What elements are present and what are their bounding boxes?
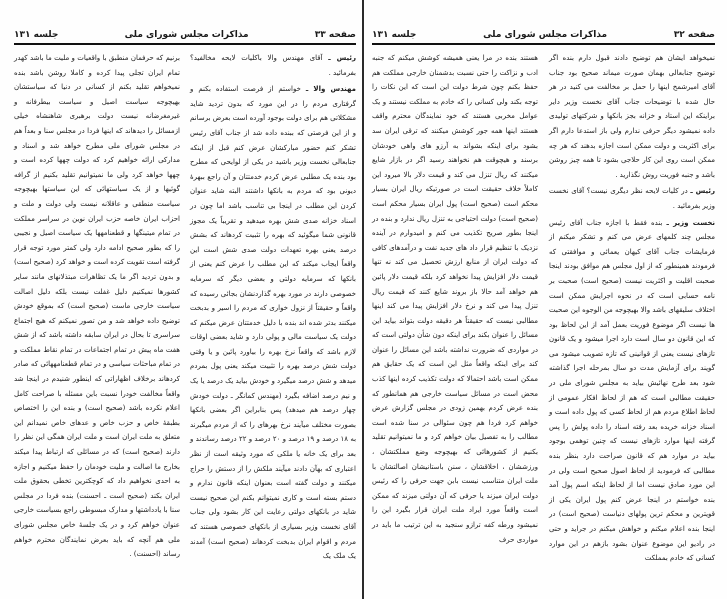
running-head	[14, 30, 356, 45]
publication-title: مذاکرات مجلس شورای ملی	[483, 30, 608, 40]
publication-title: مذاکرات مجلس شورای ملی	[124, 30, 249, 40]
right-page	[364, 0, 727, 599]
left-page	[0, 0, 362, 599]
text-columns	[372, 51, 715, 566]
text-columns	[14, 51, 356, 564]
text-column-right	[549, 51, 715, 566]
paragraph-text: خواستم از فرصت استفاده بکنم و گرفتاری مردم را در این مورد که بدون تردید شاید مشکلاتی هم برای دولت بوجود آورده است بعرض برسانم و از این فرصتی که ببنده داده شد از جناب آقای رئیس تشکر کنم حضور مبارکشان عرض کنم قبل از اینکه جنابعالی نخست وزیر باشید در یکی از لوایحی که مطرح بود بنده یک مطلبی عرض کردم خدمتتان و آن راجع ببهرهٔ دیونی بود که مردم به بانکها داشتند البته شاید عنوان کردن این مطلب در اینجا بی تناسب باشد اما چون در اسناد خزانه صدی شش بهره میدهید و تقریباً یک مجوز قانونی شما میگوئید که بهره را تثبیت کردهاند که بشش درصد یعنی بهره تعهدات دولت صدی شش است این واقعاً ایجاب میکند که این مطلب را عرض کنم یعنی از بانکها که سرمایه دولتی و بعضی دیگر که سرمایه خصوصی دارند در مورد بهره گذاردنشان بجائی رسیده که واقعاً و حقیقتاً از نزول خواری که مردم را اسیر و بدبخت میکنند بدتر شده اند بنده با دلیل خدمتتان عرض میکنم که دولت یک سیاست مالی و پولی دارد و شاید بعضی اوقات لازم باشد که واقعاً نرخ بهره را بیاورد پائین و یا وقتی دولت شش درصد بهره را تثبیت میکند یعنی پول بمردم میدهد و شش درصد میگیرد و خودش بیاید یک درصد یا یک و نیم درصد اضافه بگیرد (مهندس کمانگر ـ دولت خودش چهار درصد هم میدهد) پس بنابراین اگر بعضی بانکها بصورت مختلف میآیند نرخ بهرهای را که از مردم میگیرند به ۱۸ درصد و ۱۹ درصد و ۲۰ درصد و ۲۲ درصد رساندند و بعد برای یک خانه یا ملکی که مورد وثیقه است از نظر اعتباری که بهآن دادند میآیند ملکش را از دستش را حراج میکنند و دولت گفته است بعنوان اینکه قانون ندارم و دستم بسته است و کاری نمیتوانم بکنم این صحیح نیست شاید در بانکهای دولتی رعایت این کار بشود ولی جناب آقای نخست وزیر بسیاری از بانکهای خصوصی هستند که مردم و اقوام ایران بدبخت کردهاند (صحیح است) آمدند یک ملک یک	[190, 85, 357, 561]
paragraph	[549, 184, 715, 213]
paragraph	[372, 51, 538, 547]
speaker-name: رئیس ـ	[690, 187, 715, 196]
paragraph-text: بنده فقط با اجازه جناب آقای رئیس مجلس چند کلمهای عرض می کنم و تشکر میکنم از فرمایشات جناب آقای کیهان یعمائی و موافقتی که فرمودند همینطور که از اول مجلس هم موافق بودند اینجا صحبت اقلیت و اکثریت نیست (صحیح است) صحبت بر نامه حسابی است که در نحوه اجرایش ممکن است اختلاف سلیقهای باشد والا بهیچوجه من الوجوه این صحبت ها نیست اگر موضوع فوریت بعمل آمد از این لحاظ بود که این قانون دو سال است دارد اجرا میشود و یک قانون تازهای نیست یعنی از قوانینی که تازه تصویب میشود می گویند برای آزمایش مدت دو سال بمرحله اجرا گذاشته شود بعد طرح نهائیش بیاید به مجلس شورای ملی در حقیقت مطالبی است که هم از لحاظ افکار عمومی از لحاظ اطلاع مردم هم از لحاظ کسی که پول داده است و اسناد خزانه خریده بعد رفته اسناد را داده پولش را پس گرفته اینها موارد تازهای نیست که چنین توهمی بوجود بیاید در موارد هم که قانون صراحت دارد بنظر بنده مطالبی که فرمودید از لحاظ اصول صحیح است ولی در این مورد صادق نیست اما از لحاظ اینکه اسم پول آمد بنده خواستم در اینجا عرض کنم پول ایران یکی از قویترین و محکم ترین پولهای دنیاست (صحیح است) در اینجا بنده اعلام میکنم و خواهش میکنم در جراید و حتی در رادیو این موضوع عنوان بشود بازهم در این موارد کسانی که خادم بمملکت	[549, 218, 715, 563]
paragraph-text: آقای مهندس والا باکلیات لایحه مخالفید؟ بفرمائید .	[190, 54, 356, 77]
speaker-name: نخست وزیر ـ	[666, 218, 715, 227]
paragraph-text: برنیم که حرفمان منطبق با واقعیات و ملیت ما باشد کهدر تمام ایران تجلی پیدا کرده و کاملا روشن باشد بنده نمیخواهم تقلید بکنم از کسانی در دنیا که سیاستشان بهیچوجه سیاست اصیل و سیاست بیطرفانه و غیرمغرضانه نیست دولت برهبری شاهنشاه خیلی ازمسائل را دیدهاند که اینها فردا در مجلس سنا و بعداً هم در مجلس شورای ملی مطرح خواهد شد و اسناد و مدارکی ارائه خواهیم کرد که دولت چهها کرده است و چهها خواهد کرد ولی ما نمیتوانیم تقلید بکنیم از گرافه گوئیها و از یک سیاستهائی که این سیاستها بهیچوجه سیاست منطقی و عاقلانه نیست ولی دولت و ملت و احزاب ایران خاصه حزب ایران نوین در سراسر مملکت در تمام میتینگها و قطعنامهها یک سیاست اصیل و نجیبی را که بطور صحیح ادامه دارد ولی کمتر مورد توجه قرار گرفته است تقویت کرده است و خواهد کرد (صحیح است) و بدون تردید اگر ما یک تظاهرات مبتذلانهای مانند سایر کشورها نمیکنیم دلیل غفلت نیست بلکه دلیل اصالت سیاست خارجی ماست (صحیح است) که بموقع خودش توضیح داده خواهد شد و من تصور نمیکنم که هیچ اجتماع سراسری تا بحال در ایران سابقه داشته باشد که از شش هفت ماه پیش در تمام اجتماعات در تمام نقاط مملکت و در تمام مباحثات سیاسی و در تمام قطعنامههائی که صادر کردهاند برخلاف اظهاراتی که اینطور شنیدم در اینجا شد واقعاً مخالفت خودرا نسبت باین مسئله با صراحت کامل اعلام نکرده باشد (صحیح است) و بنده این را اختصاص بطبقهٔ خاص و حزب خاص و عدهای خاص نمیدانم این متعلق به ملت ایران است و ملت ایران همگی این نظر را دارند (صحیح است) که در مسائلی که ارتباط پیدا میکند بخارج ما اصالت و ملیت خودمان را حفظ میکنیم و اجازه به احدی نخواهیم داد که کوچکترین تخطی بحقوق ملت ایران بکند (صحیح است ـ احسنت) بنده فردا در مجلس سنا با یادداشتها و مدارک مبسوطی راجع بسیاست خارجی عنوان خواهم کرد و در یک جلسهٔ خاص مجلس شورای ملی هم آنچه که باید بعرض نمایندگان محترم خواهم رساند (احسنت) .	[14, 54, 180, 559]
text-column-left	[14, 51, 180, 564]
paragraph-text: نمیخواهد ایشان هم توضیح دادند قبول دارم بنده اگر توضیح جنابعالی بهمان صورت میماند صحیح بود جناب آقای امیرشمخ اینها را حمل بر مخالفت می کنید در هر حال شده با توضیحات جناب آقای نخست وزیر دایر براینکه این استاد و خزانه بجز بانکها و شرکتهای تولیدی داده نمیشود دیگر حرفی ندارم ولی باز استدعا دارم اگر برای اکثریت و دولت ممکن است اجازه بدهند که هر چه ممکن است روی این کار حلاجی بشود تا همه چیز روشن باشد و جنبه فوریت روش نگذارید .	[549, 54, 715, 179]
text-column-right	[190, 51, 356, 564]
paragraph	[549, 51, 715, 182]
text-column-left	[372, 51, 538, 566]
running-head	[372, 30, 715, 45]
page-number: صفحه ۳۲	[673, 30, 715, 40]
paragraph	[190, 51, 356, 80]
paragraph	[549, 216, 715, 566]
speaker-name: رئیس ـ	[328, 54, 356, 62]
paragraph-text: هستند بنده در مرا یعنی همیشه کوشش میکنم که جنبه ادب و نزاکت را حتی نسبت بدشمنان خارجی مملکت هم حفظ بکنم چون شرط دولت این است که این نکات را توجه بکند ولی کسانی را که خادم به مملکت نیستند و یک عوامل مخربی هستند که خود نمایندگان محترم واقف هستند اینها همه جور کوشش میکنند که ترقی ایران سد بشود برای اینکه بشواند به آرزو های واهی خودشان برسند و هیچوقت هم نخواهند رسید اگر در بازار شایع میکنند که ریال تنزل می کند و قیمت دلار بالا میرود این کاملاً خلاف حقیقت است در صورتیکه ریال ایران بسیار محکم است (صحیح است) پول ایران بسیار محکم است (صحیح است) دولت احتیاجی به تنزل ریال ندارد و بنده در اینجا بطور صریح تکذیب می کنم و امیدوارم در آینده نزدیک با تنظیم قرار داد های جدید نفت و درآمدهای کافی که دولت ایران از منابع ارزش تحصیل می کند نه تنها قیمت دلار افزایش پیدا نخواهد کرد بلکه قیمت دلار پائین هم خواهد آمد حالا باز بروند شایع کنند که قیمت ریال تنزل پیدا می کند و نرخ دلار افزایش پیدا می کند اینها مطالبی نیست که حقیقتاً هر دقیقه دولت بتواند بیاید این مسائل را عنوان بکند برای اینکه دون شأن دولتی است که در مواردی که ضرورت نداشته باشد این مسائل را عنوان کند برای اینکه واقعاً مثل این است که یک حقایق هم ممکن است باشد احتمالا که دولت تکذیب کرده اینها کذب محض است در مسائل سیاست خارجی هم همانطور که بنده عرض کردم بهمین زودی در مجلس گزارش عرض خواهم کرد فردا هم چون سئوالی در سنا شده است مطالب را به تفصیل بیان خواهم کرد و ما نمیتوانیم تقلید بکنیم از کشورهائی که بهیچوجه وضع مملکتشان ، ورزششان ، اخلاقشان ، سنن باستانیشان اصالتشان با ملت ایران متناسب نیست بابن جهت حرفی را که رئیس دولت ایران میزند یا حرفی که آن دولتی میزند که ممکن است واقعاً مورد ایراد ملت ایران قرار بگیرد این را نمیشود ورطه کفه ترازو سنجید به این ترتیب ما باید در مواردی حرف	[372, 54, 538, 544]
speaker-name: مهندس والا ـ	[305, 85, 356, 94]
session-number: جلسه ۱۳۱	[372, 30, 417, 40]
paragraph	[14, 51, 180, 562]
session-number: جلسه ۱۳۱	[14, 30, 59, 40]
paragraph-text: در کلیات لایحه نظر دیگری نیست؟ آقای نخست وزیر بفرمائید .	[549, 187, 715, 210]
page-number: صفحه ۳۳	[314, 30, 356, 40]
paragraph	[190, 82, 356, 564]
